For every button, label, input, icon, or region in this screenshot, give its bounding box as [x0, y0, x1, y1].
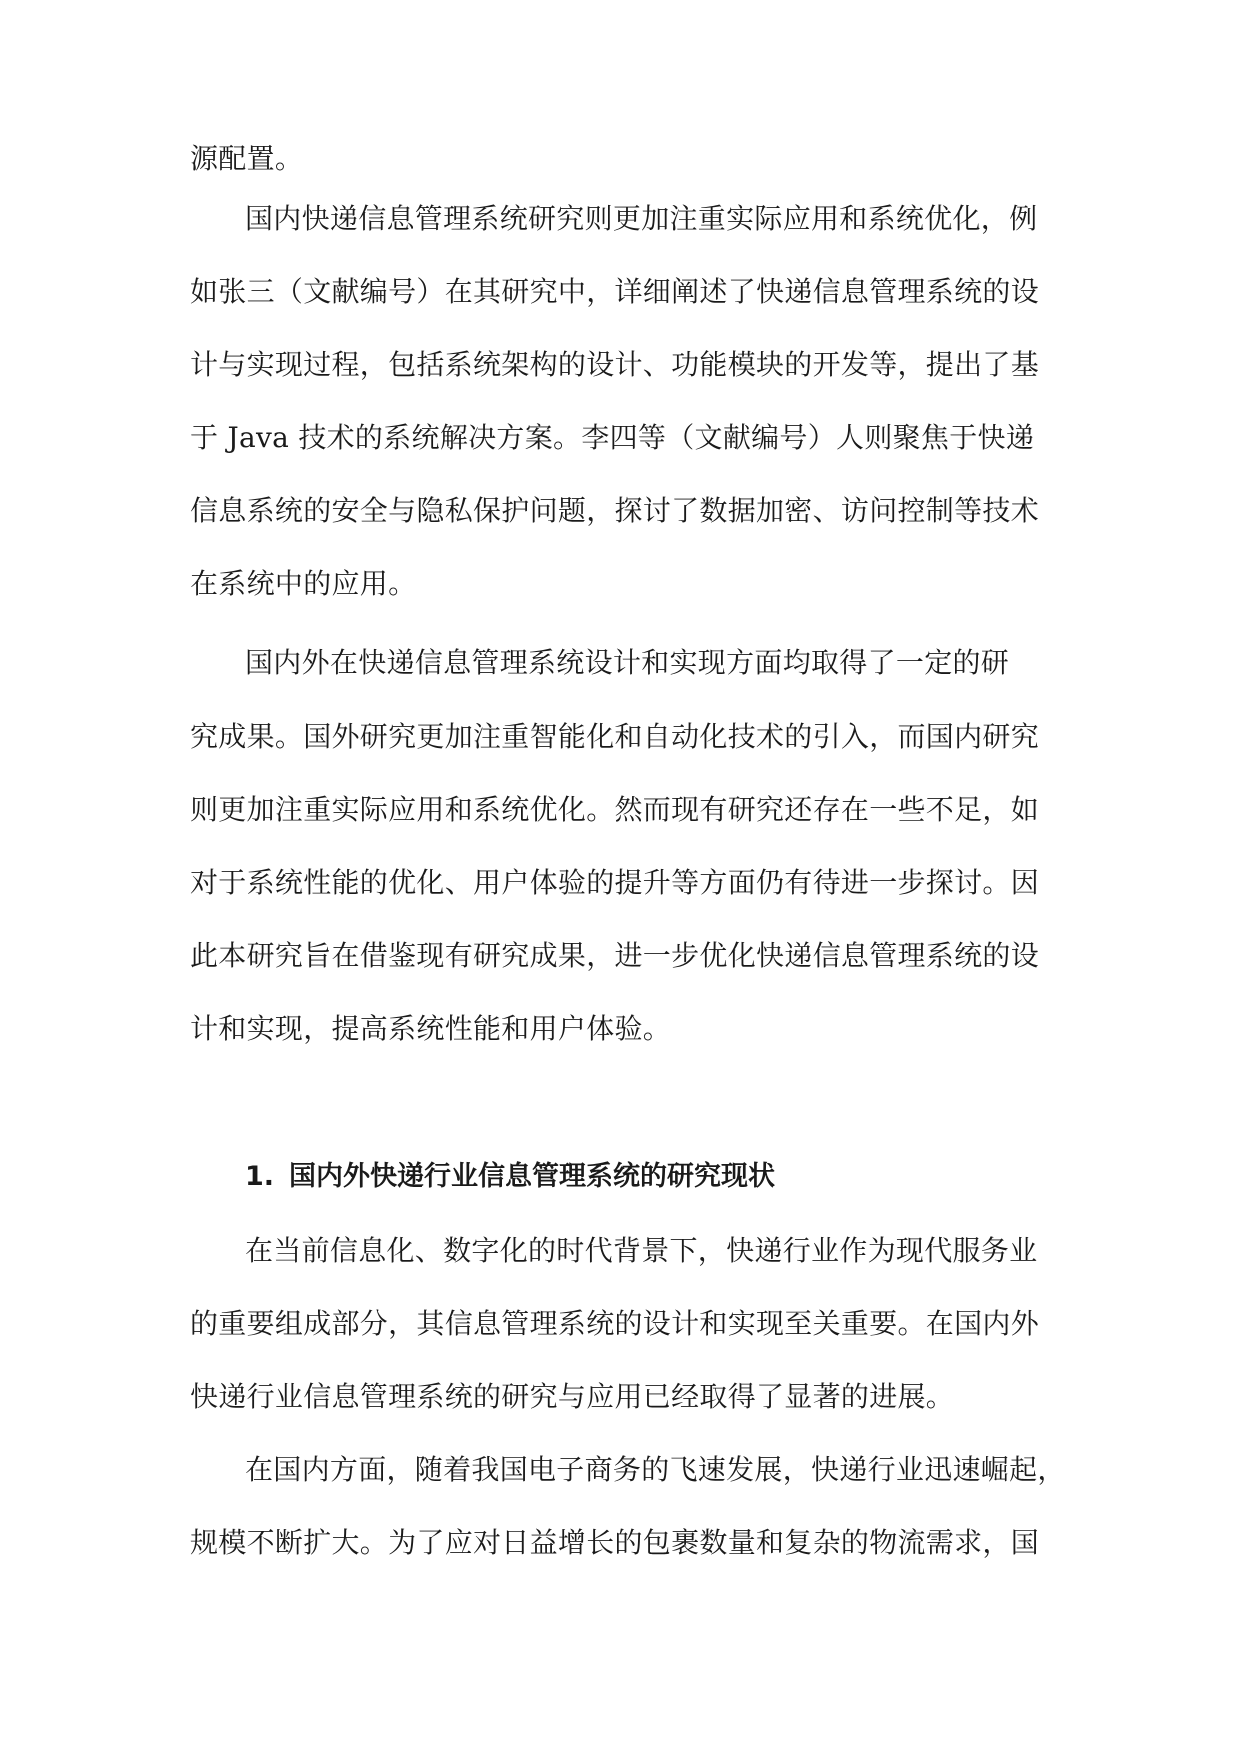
text-line: 此本研究旨在借鉴现有研究成果，进一步优化快递信息管理系统的设 — [190, 939, 1040, 972]
text-line: 快递行业信息管理系统的研究与应用已经取得了显著的进展。 — [190, 1380, 955, 1413]
text-line: 国内外在快递信息管理系统设计和实现方面均取得了一定的研 — [245, 646, 1010, 679]
text-line: 信息系统的安全与隐私保护问题，探讨了数据加密、访问控制等技术 — [190, 494, 1040, 527]
section-title: 国内外快递行业信息管理系统的研究现状 — [289, 1161, 775, 1192]
text-line: 对于系统性能的优化、用户体验的提升等方面仍有待进一步探讨。因 — [190, 866, 1040, 899]
text-line: 计和实现，提高系统性能和用户体验。 — [190, 1012, 672, 1045]
text-line: 源配置。 — [190, 142, 304, 175]
text-line: 在系统中的应用。 — [190, 567, 417, 600]
text-line: 在当前信息化、数字化的时代背景下，快递行业作为现代服务业 — [245, 1234, 1038, 1267]
text-line: 如张三（文献编号）在其研究中，详细阐述了快递信息管理系统的设 — [190, 275, 1040, 308]
text-line: 则更加注重实际应用和系统优化。然而现有研究还存在一些不足，如 — [190, 793, 1040, 826]
text-line: 究成果。国外研究更加注重智能化和自动化技术的引入，而国内研究 — [190, 720, 1040, 753]
text-line: 在国内方面，随着我国电子商务的飞速发展，快递行业迅速崛起， — [245, 1453, 1066, 1486]
text-line: 计与实现过程，包括系统架构的设计、功能模块的开发等，提出了基 — [190, 348, 1040, 381]
text-line: 的重要组成部分，其信息管理系统的设计和实现至关重要。在国内外 — [190, 1307, 1040, 1340]
text-line: 于 Java 技术的系统解决方案。李四等（文献编号）人则聚焦于快递 — [190, 421, 1035, 454]
section-heading — [245, 1160, 775, 1194]
text-line: 规模不断扩大。为了应对日益增长的包裹数量和复杂的物流需求，国 — [190, 1526, 1040, 1559]
section-number: 1. — [245, 1161, 275, 1192]
text-line: 国内快递信息管理系统研究则更加注重实际应用和系统优化，例 — [245, 202, 1038, 235]
